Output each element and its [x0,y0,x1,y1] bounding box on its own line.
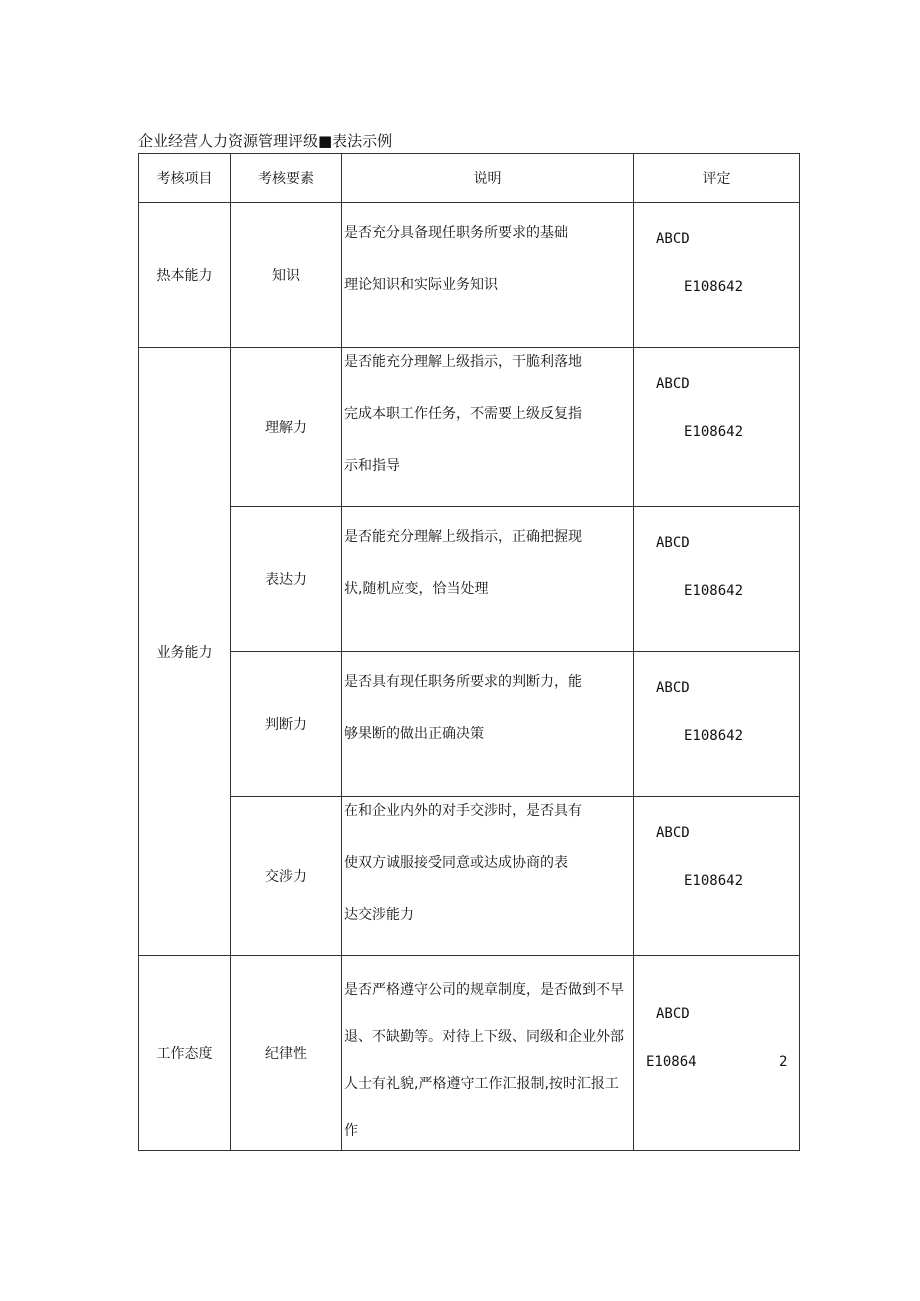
grade-cell [634,797,800,956]
description-line: 在和企业内外的对手交涉时，是否具有 [344,803,582,819]
description-line: 是否能充分理解上级指示，正确把握现 [344,529,582,545]
table-header-row [139,154,800,203]
element-cell: 表达力 [231,507,342,652]
grade-scores: E108642 [684,279,744,295]
grade-letters: ABCD [656,535,690,551]
grade-score-tail: 2 [779,1054,788,1070]
description-line: 是否能充分理解上级指示，干脆利落地 [344,354,582,370]
grade-letters: ABCD [656,376,690,392]
grade-letters: ABCD [656,231,690,247]
element-cell: 理解力 [231,348,342,507]
table-row [139,956,800,1151]
grade-cell [634,652,800,797]
description-cell [342,652,634,797]
grade-cell [634,507,800,652]
grade-cell [634,348,800,507]
table-row [139,797,800,956]
description-line: 是否具有现任职务所要求的判断力，能 [344,674,582,690]
description-line: 够果断的做出正确决策 [344,726,484,742]
grade-cell [634,203,800,348]
grade-letters: ABCD [656,1006,690,1022]
header-category: 考核项目 [139,154,231,203]
grade-cell [634,956,800,1151]
description-cell [342,797,634,956]
table-row [139,203,800,348]
grade-scores: E10864 [646,1054,697,1070]
table-row [139,348,800,507]
grade-scores: E108642 [684,583,744,599]
grade-scores: E108642 [684,424,744,440]
description-line: 理论知识和实际业务知识 [344,277,498,293]
header-element: 考核要素 [231,154,342,203]
element-cell: 纪律性 [231,956,342,1151]
evaluation-table [138,153,800,1151]
header-description: 说明 [342,154,634,203]
element-cell: 判断力 [231,652,342,797]
category-cell: 业务能力 [139,348,231,956]
description-line: 状,随机应变，恰当处理 [344,581,489,597]
description-line: 完成本职工作任务，不需要上级反复指 [344,406,582,422]
description-cell [342,956,634,1151]
grade-scores: E108642 [684,873,744,889]
description-line: 使双方诚服接受同意或达成协商的表 [344,855,568,871]
description-line: 是否严格遵守公司的规章制度，是否做到不早 [344,982,624,998]
description-cell [342,507,634,652]
description-cell [342,203,634,348]
element-cell: 交涉力 [231,797,342,956]
description-line: 达交涉能力 [344,907,414,923]
table-row [139,652,800,797]
description-cell [342,348,634,507]
element-cell: 知识 [231,203,342,348]
grade-letters: ABCD [656,825,690,841]
description-line: 人士有礼貌,严格遵守工作汇报制,按时汇报工 [344,1076,619,1092]
description-line: 示和指导 [344,458,400,474]
grade-letters: ABCD [656,680,690,696]
description-line: 退、不缺勤等。对待上下级、同级和企业外部 [344,1029,624,1045]
header-grade: 评定 [634,154,800,203]
category-cell: 热本能力 [139,203,231,348]
category-cell: 工作态度 [139,956,231,1151]
grade-scores: E108642 [684,728,744,744]
description-line: 是否充分具备现任职务所要求的基础 [344,225,568,241]
description-line: 作 [344,1123,358,1139]
table-row [139,507,800,652]
document-title: 企业经营人力资源管理评级■表法示例 [138,132,393,150]
